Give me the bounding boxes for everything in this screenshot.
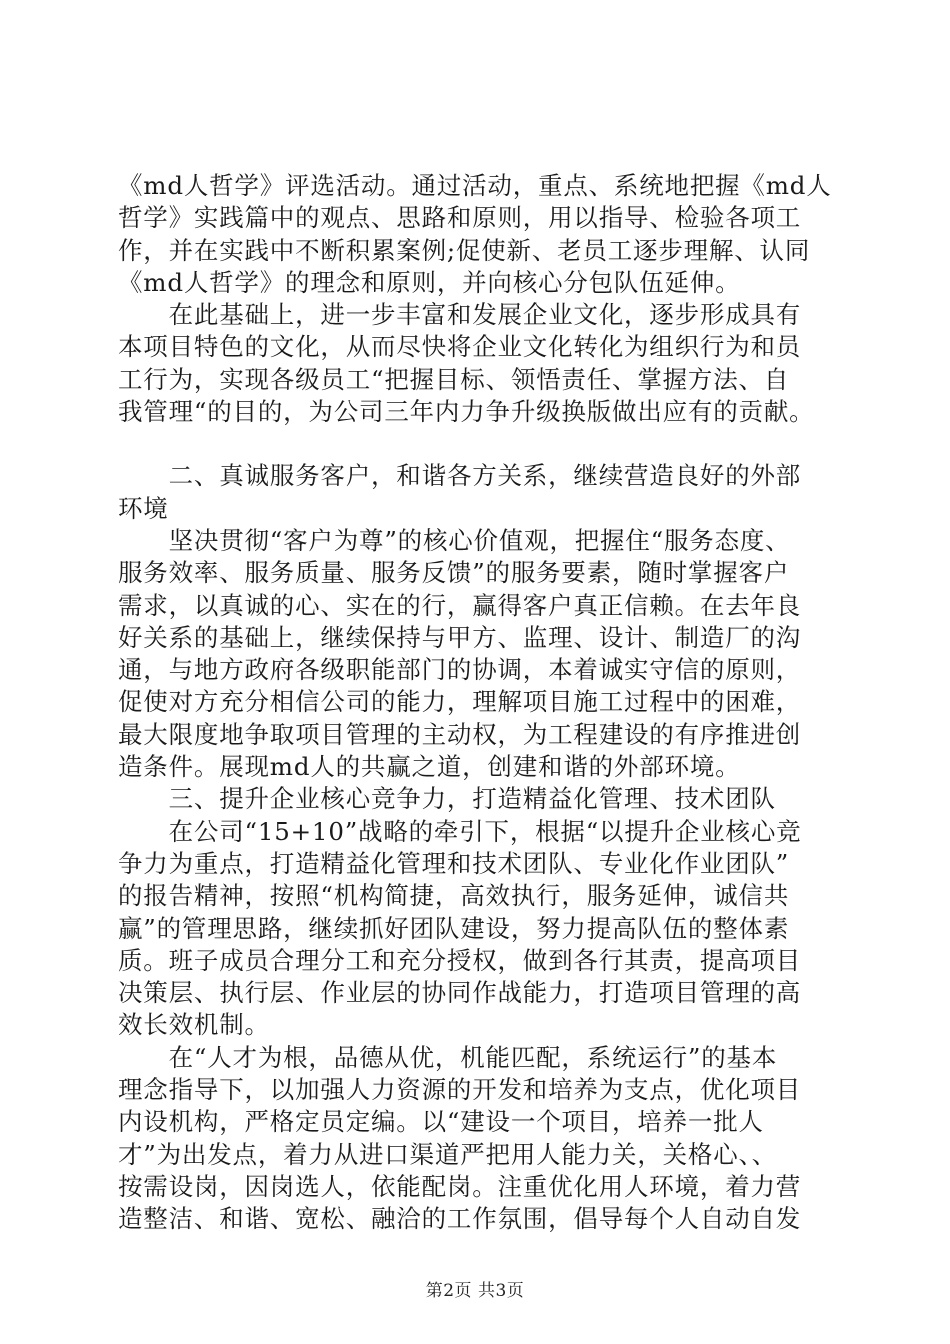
text-line: 服务效率、服务质量、服务反馈”的服务要素，随时掌握客户 (118, 558, 790, 588)
text-line: 我管理“的目的，为公司三年内力争升级换版做出应有的贡献。 (118, 397, 815, 427)
text-line: 最大限度地争取项目管理的主动权，为工程建设的有序推进创 (118, 719, 802, 749)
text-line: 好关系的基础上，继续保持与甲方、监理、设计、制造厂的沟 (118, 622, 802, 652)
text-line: 决策层、执行层、作业层的协同作战能力，打造项目管理的高 (118, 978, 802, 1008)
page-number-label: 第2页 共3页 (425, 1281, 525, 1301)
page-footer (0, 1276, 950, 1301)
text-line: 质。班子成员合理分工和充分授权，做到各行其责，提高项目 (118, 945, 802, 975)
text-line: 需求，以真诚的心、实在的行，赢得客户真正信赖。在去年良 (118, 590, 802, 620)
document-body (118, 170, 842, 1236)
paragraph-block-bottom (118, 460, 842, 1235)
section-heading-line: 环境 (118, 493, 169, 523)
section-heading-line: 三、提升企业核心竞争力，打造精益化管理、技术团队 (118, 784, 776, 814)
text-line: 效长效机制。 (118, 1010, 270, 1040)
text-line: 本项目特色的文化，从而尽快将企业文化转化为组织行为和员 (118, 332, 802, 362)
text-line: 才”为出发点，着力从进口渠道严把用人能力关，关格心、、 (118, 1139, 777, 1169)
text-line: 坚决贯彻“客户为尊”的核心价值观，把握住“服务态度、 (118, 525, 791, 555)
text-line: 工行为，实现各级员工“把握目标、领悟责任、掌握方法、自 (118, 364, 790, 394)
text-line: 在公司“15+10”战略的牵引下，根据“以提升企业核心竞 (118, 816, 802, 846)
text-line: 作，并在实践中不断积累案例;促使新、老员工逐步理解、认同 (118, 235, 811, 265)
text-line: 赢”的管理思路，继续抓好团队建设，努力提高队伍的整体素 (118, 913, 790, 943)
section-heading-line: 二、真诚服务客户，和谐各方关系，继续营造良好的外部 (118, 461, 802, 491)
text-line: 的报告精神，按照“机构简捷，高效执行，服务延伸，诚信共 (118, 881, 790, 911)
text-line: 造条件。展现md人的共赢之道，创建和谐的外部环境。 (118, 752, 741, 782)
text-line: 哲学》实践篇中的观点、思路和原则，用以指导、检验各项工 (118, 203, 802, 233)
paragraph-block-top (118, 170, 842, 428)
text-line: 在此基础上，进一步丰富和发展企业文化，逐步形成具有 (118, 300, 802, 330)
text-line: 按需设岗，因岗选人，依能配岗。注重优化用人环境，着力营 (118, 1171, 802, 1201)
text-line: 促使对方充分相信公司的能力，理解项目施工过程中的困难， (118, 687, 802, 717)
text-line: 通，与地方政府各级职能部门的协调，本着诚实守信的原则， (118, 655, 802, 685)
text-line: 在“人才为根，品德从优，机能匹配，系统运行”的基本 (118, 1042, 778, 1072)
text-line: 造整洁、和谐、宽松、融洽的工作氛围，倡导每个人自动自发 (118, 1204, 802, 1234)
paragraph-gap (118, 428, 842, 460)
text-line: 理念指导下，以加强人力资源的开发和培养为支点，优化项目 (118, 1075, 802, 1105)
text-line: 《md人哲学》的理念和原则，并向核心分包队伍延伸。 (118, 267, 741, 297)
text-line: 内设机构，严格定员定编。以“建设一个项目，培养一批人 (118, 1107, 764, 1137)
text-line: 《md人哲学》评选活动。通过活动，重点、系统地把握《md人 (118, 171, 832, 200)
text-line: 争力为重点，打造精益化管理和技术团队、专业化作业团队” (118, 848, 790, 878)
